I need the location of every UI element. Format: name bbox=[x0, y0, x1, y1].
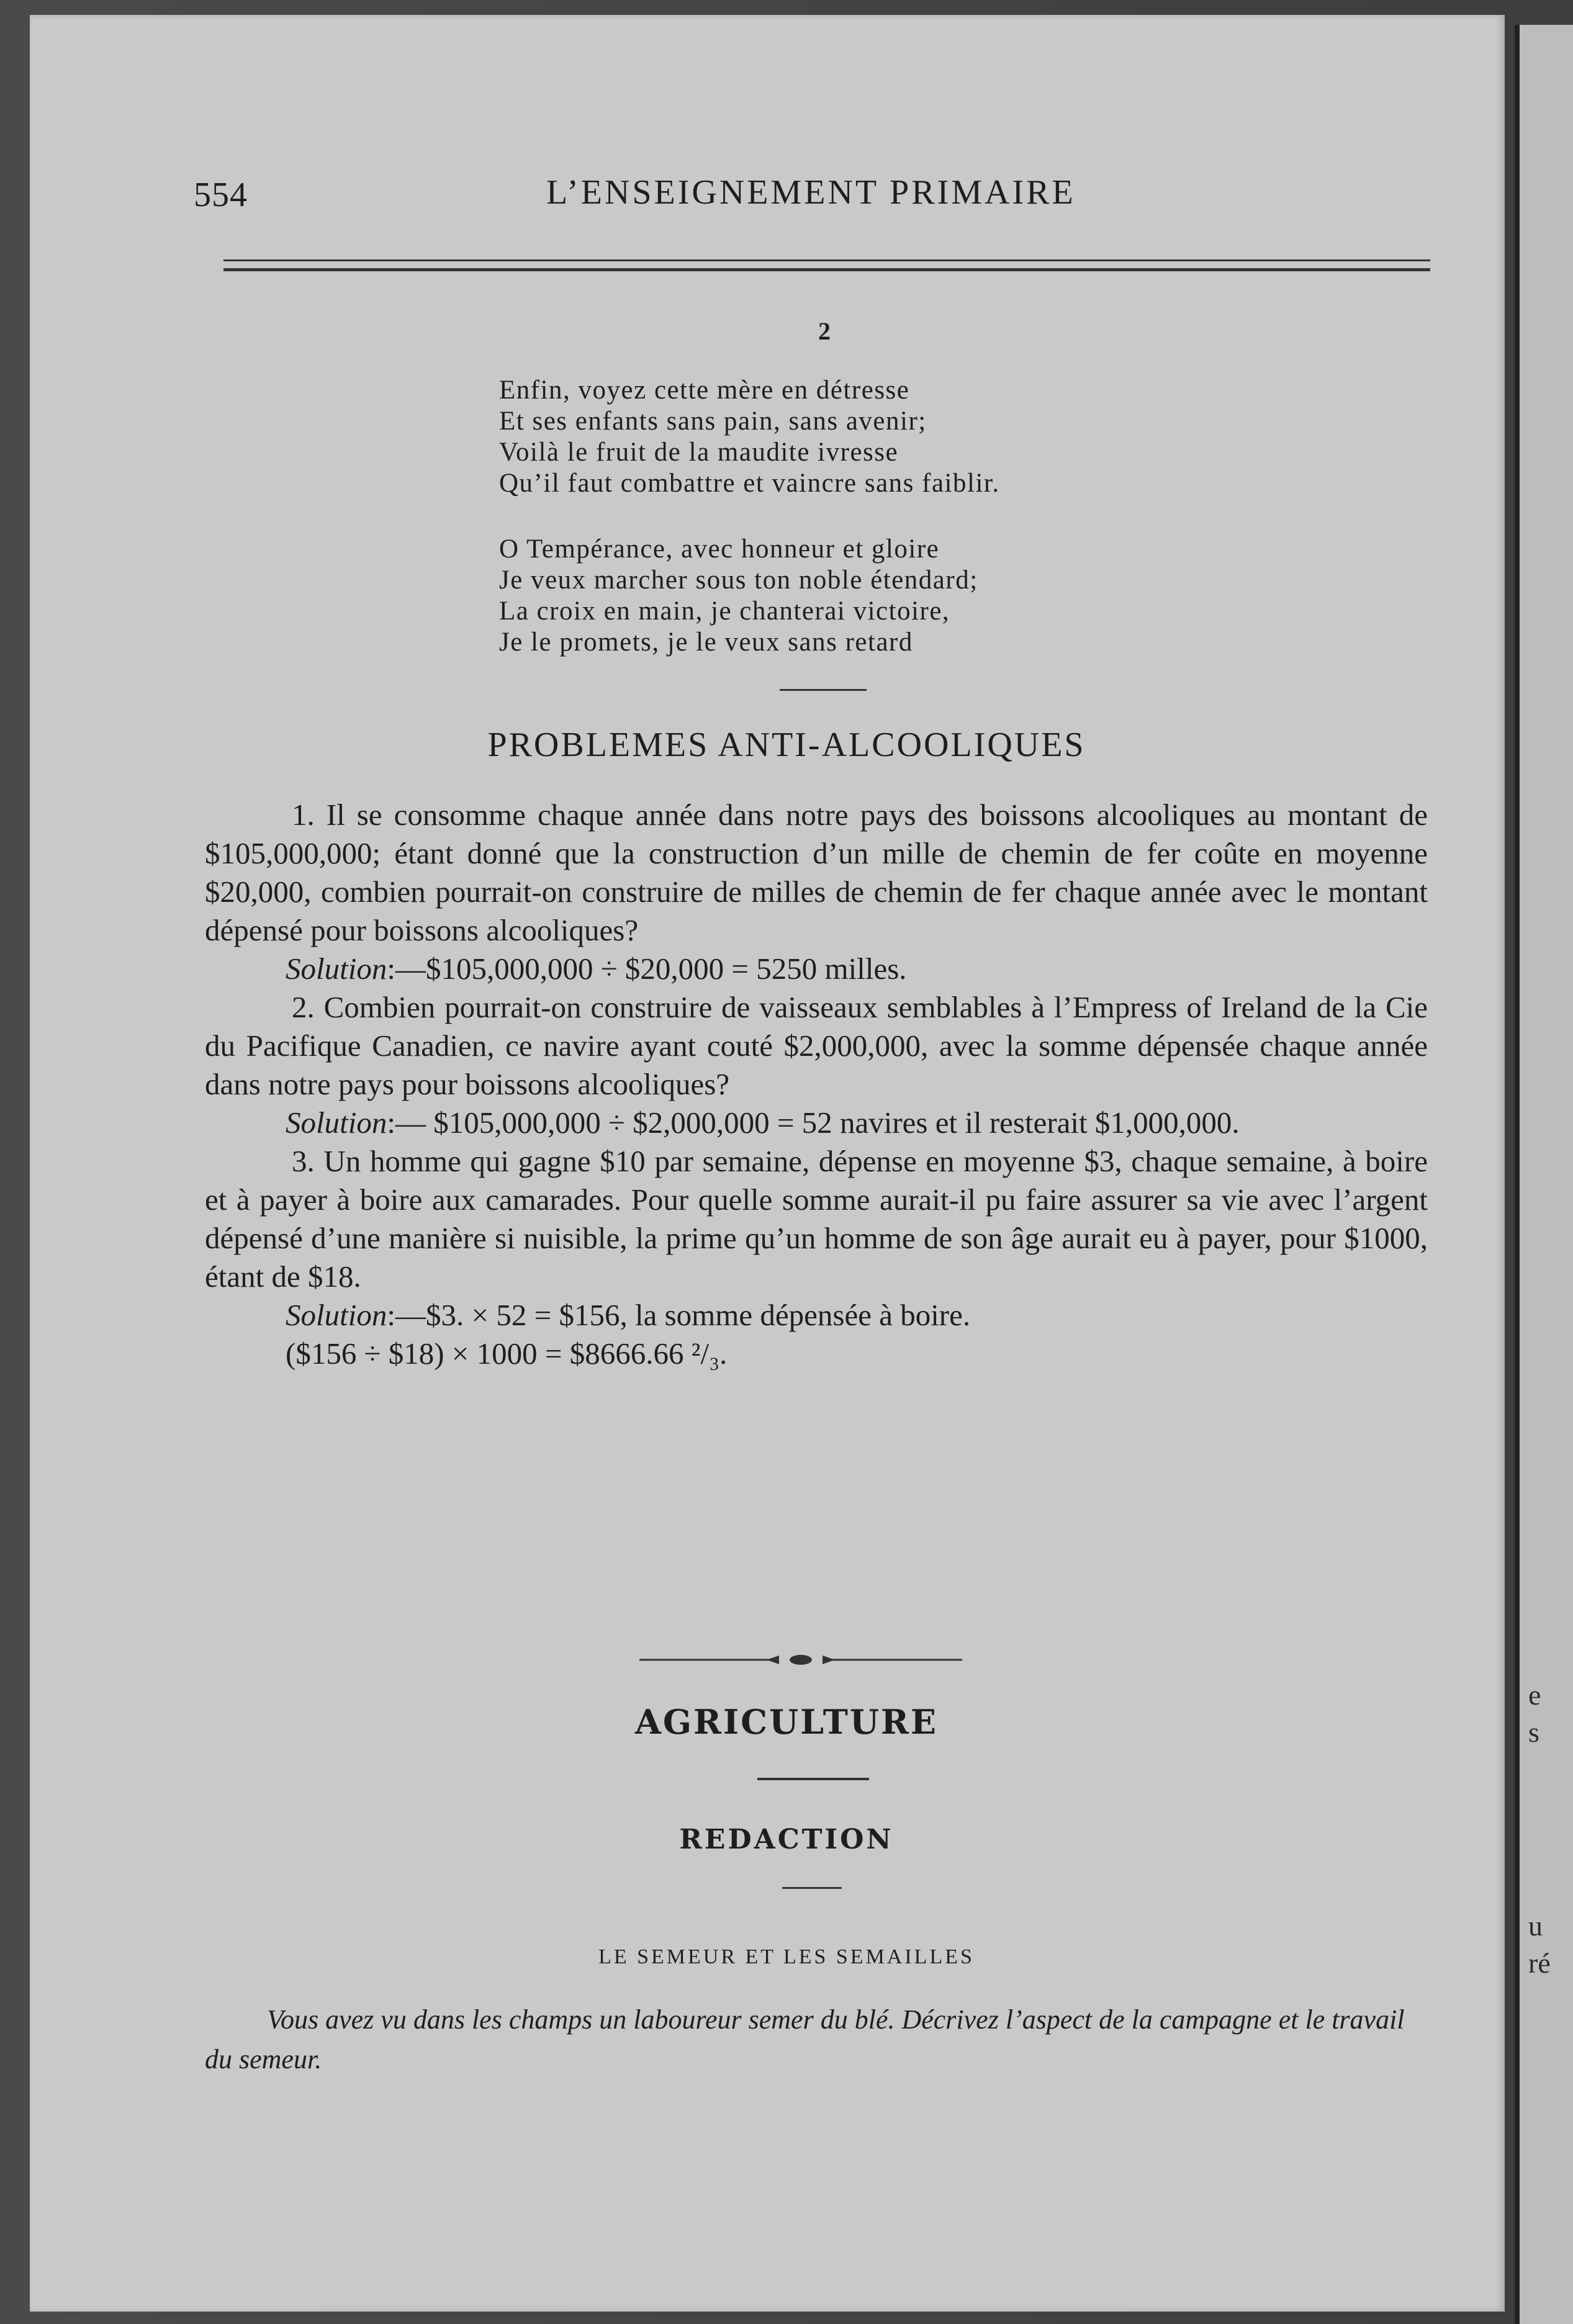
problem-1: 1. Il se consomme chaque année dans notre pays des boissons alcooliques au montant de $105,000,000; étant donné que la construction d’un mille de chemin de fer coûte en moyenne $20,000, combien pourrait-on construire de milles de chemin de fer chaque année avec le montant dépensé pour boissons alcooliques? bbox=[205, 798, 1428, 947]
solution-3-continuation: ($156 ÷ $18) × 1000 = $8666.66 ²/₃. bbox=[286, 1336, 728, 1371]
header-rule-top bbox=[223, 259, 1430, 261]
stanza-number: 2 bbox=[818, 317, 831, 345]
poem-line: Voilà le fruit de la maudite ivresse bbox=[499, 438, 899, 467]
poem-line: Je le promets, je le veux sans retard bbox=[499, 628, 913, 657]
solution-1 bbox=[205, 950, 1428, 988]
adjacent-page-fragment: e bbox=[1528, 1679, 1541, 1711]
adjacent-page-fragment: u bbox=[1528, 1910, 1543, 1942]
running-title: L’ENSEIGNEMENT PRIMAIRE bbox=[546, 173, 1076, 212]
adjacent-page-fragment: s bbox=[1528, 1716, 1539, 1748]
problems-title: PROBLEMES ANTI-ALCOOLIQUES bbox=[487, 726, 1086, 764]
agriculture-divider bbox=[757, 1778, 869, 1780]
section-divider bbox=[780, 689, 867, 691]
poem-stanza-2 bbox=[499, 534, 1182, 658]
poem-line: Et ses enfants sans pain, sans avenir; bbox=[499, 407, 927, 436]
poem-line: Qu’il faut combattre et vaincre sans faiblir. bbox=[499, 469, 1000, 498]
solution-label: Solution bbox=[286, 1106, 387, 1140]
adjacent-page-edge bbox=[1515, 25, 1573, 2324]
poem-line: O Tempérance, avec honneur et gloire bbox=[499, 534, 940, 564]
solution-text: :— $105,000,000 ÷ $2,000,000 = 52 navires et il resterait $1,000,000. bbox=[387, 1106, 1240, 1140]
poem-line: Je veux marcher sous ton noble étendard; bbox=[499, 565, 978, 595]
poem-line: La croix en main, je chanterai victoire, bbox=[499, 597, 950, 626]
page-number: 554 bbox=[194, 176, 248, 214]
poem-stanza-1 bbox=[499, 375, 1182, 499]
solution-2 bbox=[205, 1104, 1428, 1142]
solution-text: :—$3. × 52 = $156, la somme dépensée à boire. bbox=[387, 1298, 971, 1332]
problem-3: 3. Un homme qui gagne $10 par semaine, dépense en moyenne $3, chaque semaine, à boire et à payer à boire aux camarades. Pour quelle somme aurait-il pu faire assurer sa vie avec l’argent dépensé d’une manière si nuisible, la prime qu’un homme de son âge aurait eu à payer, pour $1000, étant de $18. bbox=[205, 1144, 1428, 1294]
redaction-subheading: REDACTION bbox=[679, 1824, 894, 1855]
composition-topic: LE SEMEUR ET LES SEMAILLES bbox=[598, 1945, 975, 1968]
poem-line: Enfin, voyez cette mère en détresse bbox=[499, 376, 910, 405]
problems-body bbox=[205, 796, 1428, 1373]
ornamental-divider bbox=[639, 1654, 962, 1666]
header-rule-bottom bbox=[223, 268, 1430, 271]
composition-prompt: Vous avez vu dans les champs un laboureur semer du blé. Décrivez l’aspect de la campagne et le travail du semeur. bbox=[205, 2004, 1405, 2074]
problem-2: 2. Combien pourrait-on construire de vaisseaux semblables à l’Empress of Ireland de la Cie du Pacifique Canadien, ce navire ayant couté $2,000,000, avec la somme dépensée chaque année dans notre pays pour boissons alcooliques? bbox=[205, 990, 1428, 1101]
adjacent-page-fragment: ré bbox=[1528, 1947, 1551, 1979]
solution-3 bbox=[205, 1296, 1428, 1335]
agriculture-heading: AGRICULTURE bbox=[634, 1702, 939, 1742]
solution-label: Solution bbox=[286, 952, 387, 986]
redaction-divider bbox=[782, 1887, 842, 1889]
solution-text: :—$105,000,000 ÷ $20,000 = 5250 milles. bbox=[387, 952, 907, 986]
solution-label: Solution bbox=[286, 1298, 387, 1332]
